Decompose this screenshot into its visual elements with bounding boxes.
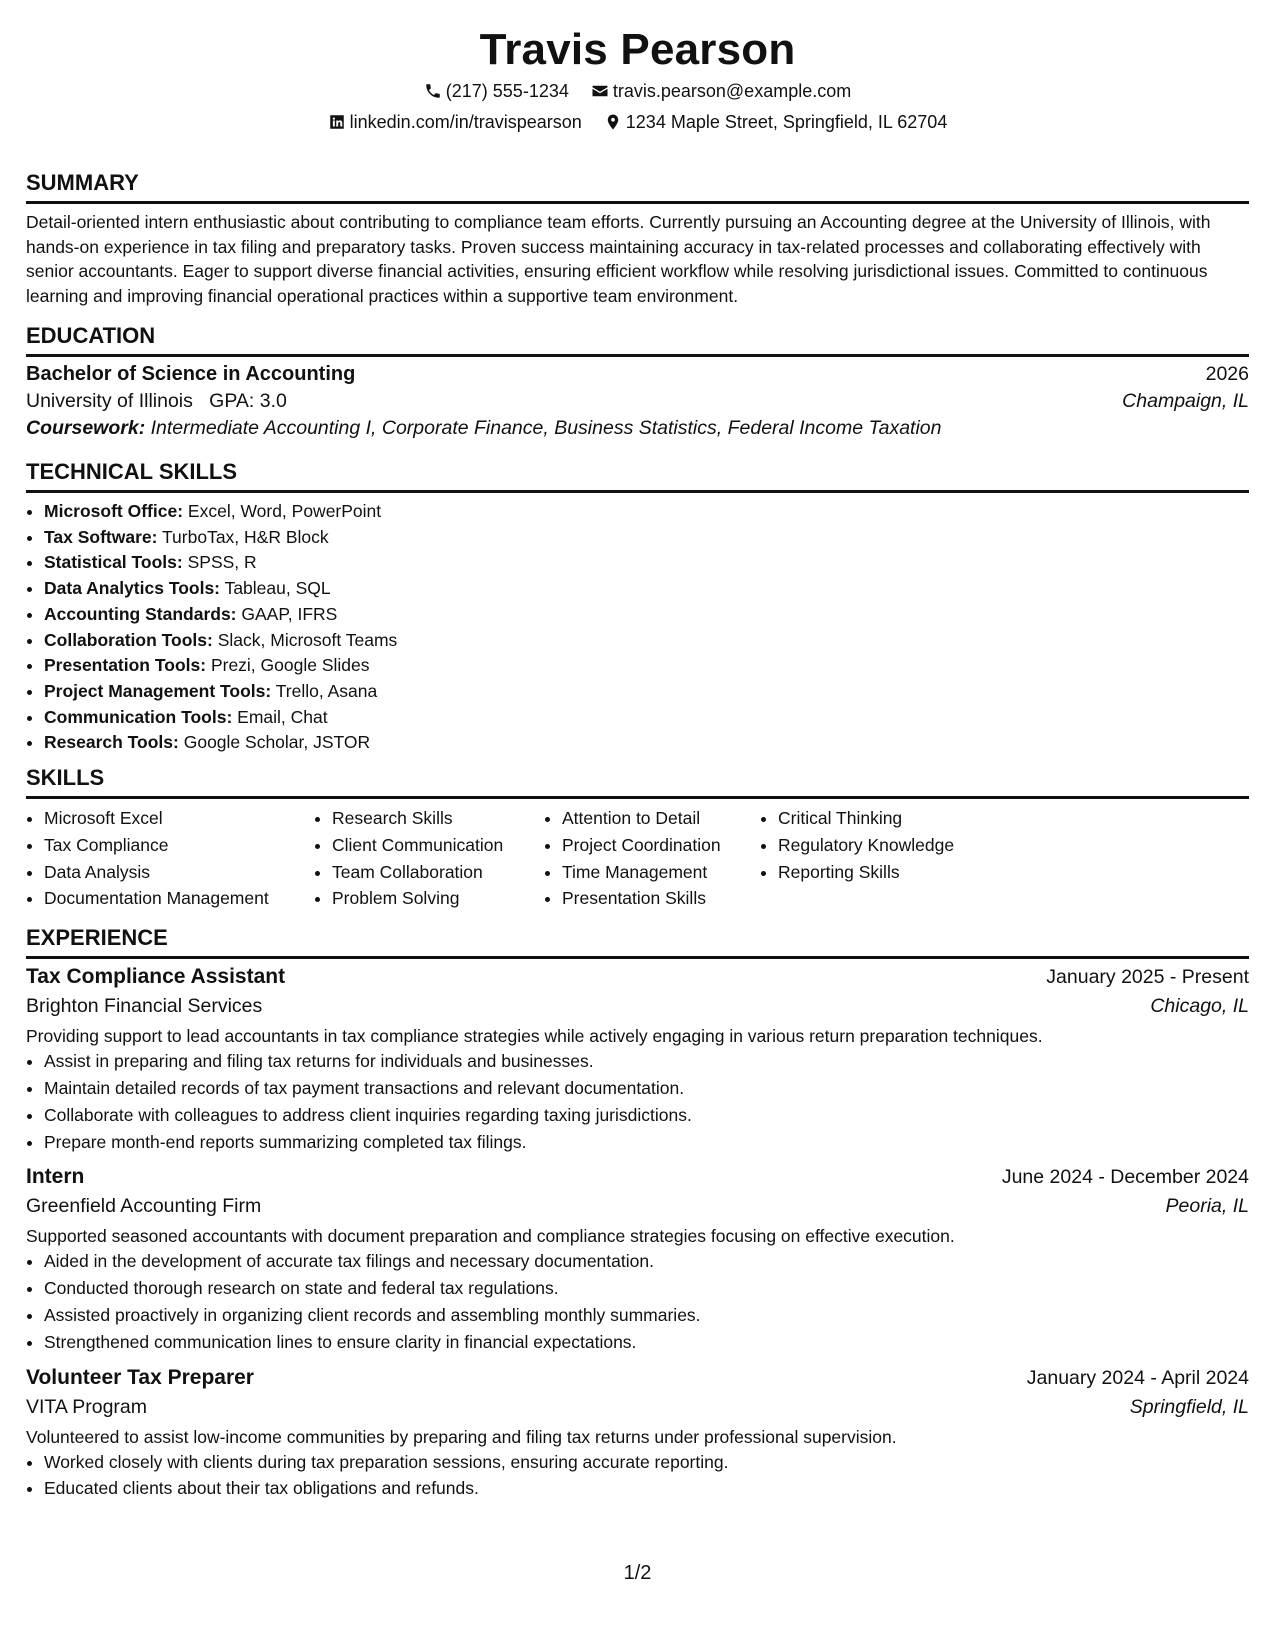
coursework-line <box>26 417 1249 440</box>
phone-icon <box>424 82 442 100</box>
skills-heading: SKILLS <box>26 765 105 791</box>
skills-column <box>760 805 998 912</box>
list-item: • Tax Software: TurboTax, H&R Block <box>44 525 1249 551</box>
degree-row <box>26 363 1249 386</box>
list-item: • Prepare month-end reports summarizing completed tax filings. <box>44 1129 1249 1156</box>
list-item: • Assist in preparing and filing tax returns for individuals and businesses. <box>44 1048 1249 1075</box>
section-divider <box>26 354 1249 357</box>
job-location: Springfield, IL <box>1129 1395 1249 1418</box>
job-description: Supported seasoned accountants with document preparation and compliance strategies focusing on effective execution. <box>26 1226 955 1247</box>
job-location: Chicago, IL <box>1150 995 1249 1018</box>
list-item: • Time Management <box>562 859 760 886</box>
job-header-row <box>26 965 1249 989</box>
school-info <box>26 390 287 413</box>
job-description: Providing support to lead accountants in tax compliance strategies while actively engaging in various return preparation techniques. <box>26 1026 1043 1047</box>
skills-column <box>26 805 314 912</box>
coursework-label: Coursework: <box>26 417 146 439</box>
map-pin-icon <box>604 113 622 131</box>
technical-skills-heading: TECHNICAL SKILLS <box>26 459 238 484</box>
experience-entry <box>26 1366 1249 1503</box>
linkedin-url[interactable]: linkedin.com/in/travispearson <box>349 112 582 132</box>
job-bullets <box>26 1449 1249 1503</box>
list-item: • Tax Compliance <box>44 832 314 859</box>
list-item: • Presentation Skills <box>562 885 760 912</box>
list-item: • Communication Tools: Email, Chat <box>44 705 1249 731</box>
job-location: Peoria, IL <box>1165 1195 1249 1218</box>
linkedin-contact[interactable] <box>328 111 582 133</box>
list-item: • Collaborate with colleagues to address client inquiries regarding taxing jurisdictions. <box>44 1102 1249 1129</box>
candidate-name: Travis Pearson <box>479 25 796 74</box>
technical-skills-list <box>26 499 1249 756</box>
experience-heading: EXPERIENCE <box>26 925 168 951</box>
list-item: • Educated clients about their tax obligations and refunds. <box>44 1475 1249 1502</box>
job-title: Volunteer Tax Preparer <box>26 1365 254 1389</box>
experience-entry <box>26 1165 1249 1355</box>
list-item: • Project Management Tools: Trello, Asana <box>44 679 1249 705</box>
job-dates: January 2024 - April 2024 <box>1026 1366 1249 1389</box>
address-text: 1234 Maple Street, Springfield, IL 62704 <box>625 112 948 132</box>
email-address[interactable]: travis.pearson@example.com <box>612 81 852 101</box>
job-title: Intern <box>26 1165 85 1189</box>
list-item: • Team Collaboration <box>332 859 544 886</box>
summary-section <box>26 169 1249 308</box>
job-company-row <box>26 1396 1249 1419</box>
company-name: VITA Program <box>26 1395 148 1418</box>
school-location: Champaign, IL <box>1122 390 1249 412</box>
summary-text: Detail-oriented intern enthusiastic about contributing to compliance team efforts. Currently pursuing an Accounting degree at the University of Illinois, with hands-on experience in tax filing and preparatory tasks. Proven success maintaining accuracy in tax-related processes and collaborating effectively with senior accountants. Eager to support diverse financial activities, ensuring efficient workflow while resolving jurisdictional issues. Committed to continuous learning and improving financial operational practices within a supportive team environment. <box>26 212 1211 306</box>
list-item: • Reporting Skills <box>778 859 998 886</box>
school-row <box>26 390 1249 413</box>
list-item: • Aided in the development of accurate tax filings and necessary documentation. <box>44 1248 1249 1275</box>
list-item: • Assisted proactively in organizing client records and assembling monthly summaries. <box>44 1302 1249 1329</box>
list-item: • Problem Solving <box>332 885 544 912</box>
gpa: GPA: 3.0 <box>209 390 287 412</box>
list-item: • Critical Thinking <box>778 805 998 832</box>
experience-entry <box>26 965 1249 1155</box>
list-item: • Conducted thorough research on state and federal tax regulations. <box>44 1275 1249 1302</box>
section-divider <box>26 490 1249 493</box>
email-contact[interactable] <box>591 80 851 102</box>
skills-section <box>26 764 1249 912</box>
graduation-year: 2026 <box>1205 363 1249 385</box>
contact-line-primary <box>26 80 1249 102</box>
list-item: • Research Tools: Google Scholar, JSTOR <box>44 730 1249 756</box>
list-item: • Collaboration Tools: Slack, Microsoft Teams <box>44 628 1249 654</box>
skills-grid <box>26 805 1249 912</box>
phone-number: (217) 555-1234 <box>445 81 569 101</box>
list-item: • Documentation Management <box>44 885 314 912</box>
job-dates: June 2024 - December 2024 <box>1001 1166 1249 1189</box>
phone-contact <box>424 80 569 102</box>
technical-skills-section <box>26 458 1249 756</box>
list-item: • Presentation Tools: Prezi, Google Slides <box>44 653 1249 679</box>
list-item: • Client Communication <box>332 832 544 859</box>
experience-section <box>26 924 1249 1502</box>
list-item: • Microsoft Excel <box>44 805 314 832</box>
list-item: • Project Coordination <box>562 832 760 859</box>
section-divider <box>26 201 1249 204</box>
education-section <box>26 322 1249 440</box>
company-name: Greenfield Accounting Firm <box>26 1195 262 1218</box>
degree-name: Bachelor of Science in Accounting <box>26 363 356 385</box>
list-item: • Data Analysis <box>44 859 314 886</box>
page-number: 1/2 <box>623 1562 652 1584</box>
job-header-row <box>26 1366 1249 1390</box>
list-item: • Regulatory Knowledge <box>778 832 998 859</box>
section-divider <box>26 956 1249 959</box>
job-description: Volunteered to assist low-income communities by preparing and filing tax returns under professional supervision. <box>26 1426 897 1447</box>
job-company-row <box>26 1195 1249 1218</box>
job-company-row <box>26 995 1249 1018</box>
job-bullets <box>26 1248 1249 1355</box>
skills-column <box>314 805 544 912</box>
education-heading: EDUCATION <box>26 323 156 348</box>
list-item: • Microsoft Office: Excel, Word, PowerPoint <box>44 499 1249 525</box>
job-header-row <box>26 1165 1249 1189</box>
address-contact <box>604 111 948 133</box>
skills-column <box>544 805 760 912</box>
job-title: Tax Compliance Assistant <box>26 965 286 989</box>
school-name: University of Illinois <box>26 390 193 412</box>
list-item: • Maintain detailed records of tax payment transactions and relevant documentation. <box>44 1075 1249 1102</box>
linkedin-icon <box>328 113 346 131</box>
list-item: • Strengthened communication lines to ensure clarity in financial expectations. <box>44 1329 1249 1356</box>
job-dates: January 2025 - Present <box>1046 966 1249 989</box>
list-item: • Worked closely with clients during tax preparation sessions, ensuring accurate reporting. <box>44 1449 1249 1476</box>
company-name: Brighton Financial Services <box>26 995 263 1018</box>
list-item: • Accounting Standards: GAAP, IFRS <box>44 602 1249 628</box>
list-item: • Data Analytics Tools: Tableau, SQL <box>44 576 1249 602</box>
envelope-icon <box>591 82 609 100</box>
list-item: • Research Skills <box>332 805 544 832</box>
section-divider <box>26 796 1249 799</box>
resume-page <box>26 0 1249 1502</box>
list-item: • Statistical Tools: SPSS, R <box>44 550 1249 576</box>
summary-heading: SUMMARY <box>26 170 139 195</box>
coursework-list: Intermediate Accounting I, Corporate Finance, Business Statistics, Federal Income Taxation <box>150 417 942 439</box>
list-item: • Attention to Detail <box>562 805 760 832</box>
contact-line-secondary <box>26 111 1249 133</box>
job-bullets <box>26 1048 1249 1155</box>
